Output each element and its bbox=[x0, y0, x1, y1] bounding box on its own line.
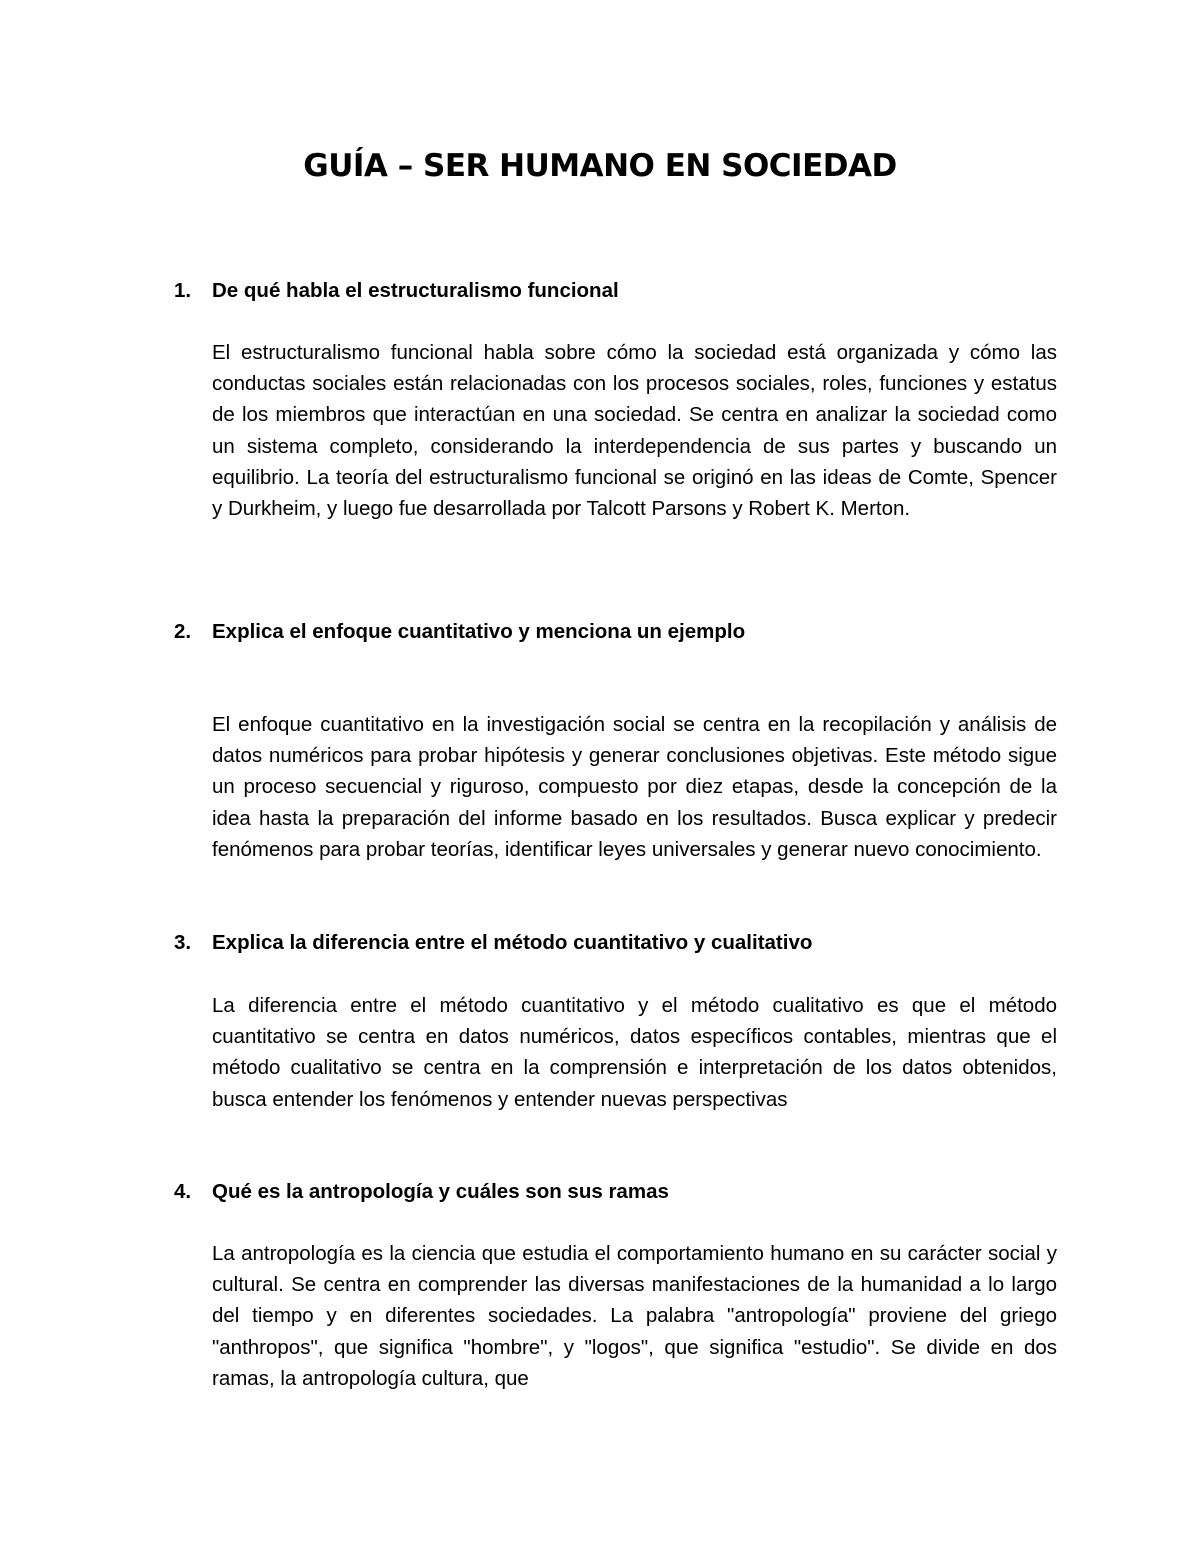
document-title: GUÍA – SER HUMANO EN SOCIEDAD bbox=[303, 148, 897, 184]
question-heading-4 bbox=[0, 1177, 1200, 1207]
question-heading-1 bbox=[0, 276, 1200, 306]
answer-paragraph-1: El estructuralismo funcional habla sobre cómo la sociedad está organizada y cómo las conductas sociales están relacionadas con los procesos sociales, roles, funciones y estatus de los miembros que interactúan en una sociedad. Se centra en analizar la sociedad como un sistema completo, considerando la interdependencia de sus partes y buscando un equilibrio. La teoría del estructuralismo funcional se originó en las ideas de Comte, Spencer y Durkheim, y luego fue desarrollada por Talcott Parsons y Robert K. Merton. bbox=[212, 341, 1057, 521]
question-heading-2 bbox=[0, 617, 1200, 647]
answer-paragraph-2: El enfoque cuantitativo en la investigación social se centra en la recopilación y análisis de datos numéricos para probar hipótesis y generar conclusiones objetivas. Este método sigue un proceso secuencial y riguroso, compuesto por diez etapas, desde la concepción de la idea hasta la preparación del informe basado en los resultados. Busca explicar y predecir fenómenos para probar teorías, identificar leyes universales y generar nuevo conocimiento. bbox=[212, 713, 1057, 861]
question-text: Explica la diferencia entre el método cuantitativo y cualitativo bbox=[212, 931, 813, 954]
question-number: 4. bbox=[174, 1180, 192, 1203]
question-number: 1. bbox=[174, 279, 192, 302]
question-text: De qué habla el estructuralismo funcional bbox=[212, 279, 619, 302]
question-number: 3. bbox=[174, 931, 192, 954]
answer-paragraph-4: La antropología es la ciencia que estudia el comportamiento humano en su carácter social y cultural. Se centra en comprender las diversas manifestaciones de la humanidad a lo largo del tiempo y en diferentes sociedades. La palabra "antropología" proviene del griego "anthropos", que significa "hombre", y "logos", que significa "estudio". Se divide en dos ramas, la antropología cultura, que bbox=[212, 1242, 1057, 1390]
answer-paragraph-3: La diferencia entre el método cuantitativo y el método cualitativo es que el método cuantitativo se centra en datos numéricos, datos específicos contables, mientras que el método cualitativo se centra en la comprensión e interpretación de los datos obtenidos, busca entender los fenómenos y entender nuevas perspectivas bbox=[212, 994, 1057, 1111]
question-number: 2. bbox=[174, 620, 192, 643]
question-heading-3 bbox=[0, 928, 1200, 958]
question-text: Explica el enfoque cuantitativo y menciona un ejemplo bbox=[212, 620, 746, 643]
question-text: Qué es la antropología y cuáles son sus ramas bbox=[212, 1180, 669, 1203]
